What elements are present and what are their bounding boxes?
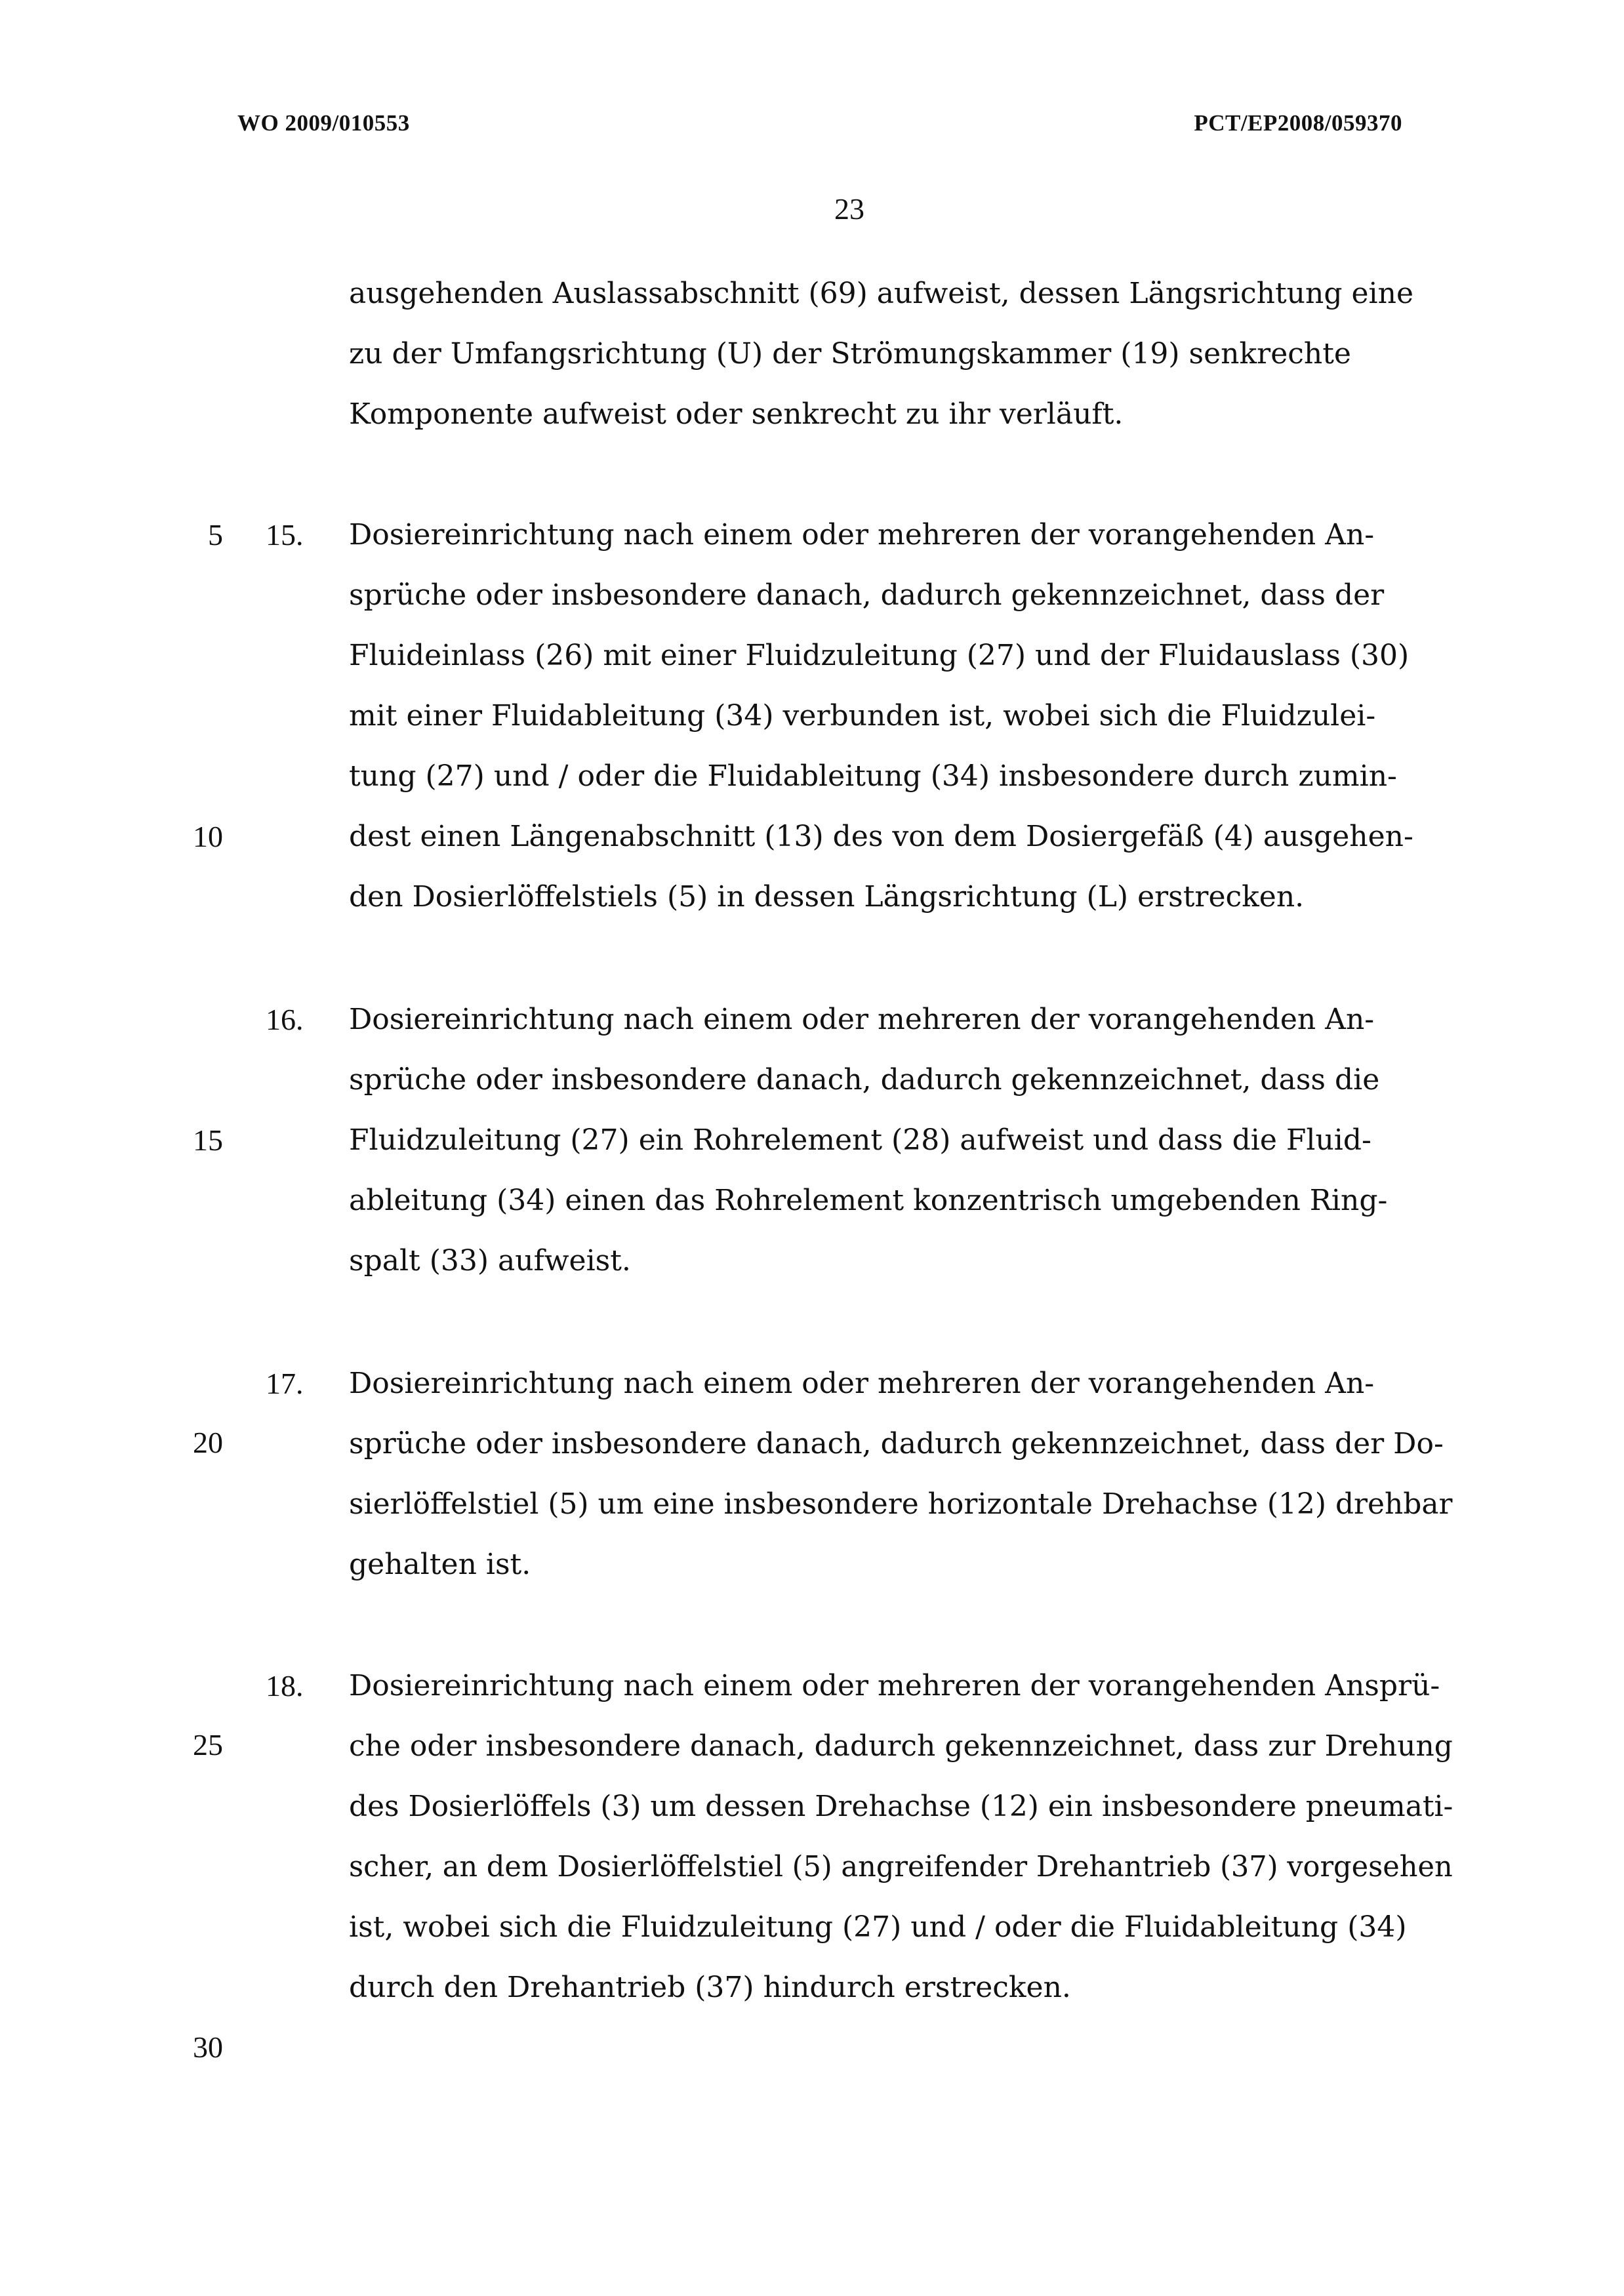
document-id: WO 2009/010553 (237, 110, 410, 136)
line-number: 5 (208, 518, 223, 552)
claim-text-line: ist, wobei sich die Fluidzuleitung (27) und / oder die Fluidableitung (34) (349, 1910, 1407, 1944)
line-number: 10 (193, 820, 223, 853)
line-number: 30 (193, 2030, 223, 2064)
claim-number: 18. (266, 1669, 304, 1702)
claim-text-line: ausgehenden Auslassabschnitt (69) aufweist, dessen Längsrichtung eine (349, 277, 1413, 310)
claim-text-line: sprüche oder insbesondere danach, dadurch gekennzeichnet, dass der (349, 578, 1385, 612)
claim-number: 16. (266, 1003, 304, 1036)
line-number: 20 (193, 1426, 223, 1459)
page-number: 23 (834, 192, 864, 226)
claim-text-line: scher, an dem Dosierlöffelstiel (5) angreifender Drehantrieb (37) vorgesehen (349, 1850, 1453, 1883)
claim-text-line: zu der Umfangsrichtung (U) der Strömungskammer (19) senkrechte (349, 337, 1351, 371)
claim-text-line: tung (27) und / oder die Fluidableitung (34) insbesondere durch zumin- (349, 759, 1397, 793)
claim-text-line: gehalten ist. (349, 1548, 531, 1581)
line-number: 15 (193, 1123, 223, 1157)
claim-text-line: Dosiereinrichtung nach einem oder mehreren der vorangehenden An- (349, 1367, 1375, 1400)
claim-text-line: Dosiereinrichtung nach einem oder mehreren der vorangehenden Ansprü- (349, 1669, 1440, 1702)
claim-text-line: Dosiereinrichtung nach einem oder mehreren der vorangehenden An- (349, 518, 1375, 552)
claim-text-line: che oder insbesondere danach, dadurch gekennzeichnet, dass zur Drehung (349, 1729, 1453, 1763)
claim-text-line: Fluideinlass (26) mit einer Fluidzuleitung (27) und der Fluidauslass (30) (349, 639, 1410, 672)
claim-text-line: sprüche oder insbesondere danach, dadurch gekennzeichnet, dass die (349, 1063, 1380, 1097)
claim-text-line: den Dosierlöffelstiels (5) in dessen Längsrichtung (L) erstrecken. (349, 880, 1305, 914)
claim-text-line: des Dosierlöffels (3) um dessen Drehachse (12) ein insbesondere pneumati- (349, 1790, 1453, 1823)
line-number: 25 (193, 1728, 223, 1762)
claim-text-line: sierlöffelstiel (5) um eine insbesondere horizontale Drehachse (12) drehbar (349, 1487, 1453, 1521)
claim-text-line: durch den Drehantrieb (37) hindurch erstrecken. (349, 1971, 1071, 2004)
claim-text-line: Dosiereinrichtung nach einem oder mehreren der vorangehenden An- (349, 1003, 1375, 1036)
claim-text-line: dest einen Längenabschnitt (13) des von dem Dosiergefäß (4) ausgehen- (349, 820, 1413, 853)
claim-text-line: spalt (33) aufweist. (349, 1244, 631, 1278)
claim-text-line: ableitung (34) einen das Rohrelement konzentrisch umgebenden Ring- (349, 1184, 1388, 1217)
claim-text-line: Komponente aufweist oder senkrecht zu ihr verläuft. (349, 397, 1124, 431)
claim-number: 15. (266, 518, 304, 552)
claim-text-line: mit einer Fluidableitung (34) verbunden ist, wobei sich die Fluidzulei- (349, 699, 1376, 733)
claim-number: 17. (266, 1367, 304, 1400)
application-id: PCT/EP2008/059370 (1194, 110, 1402, 136)
claim-text-line: Fluidzuleitung (27) ein Rohrelement (28) aufweist und dass die Fluid- (349, 1123, 1371, 1157)
claim-text-line: sprüche oder insbesondere danach, dadurch gekennzeichnet, dass der Do- (349, 1427, 1444, 1460)
